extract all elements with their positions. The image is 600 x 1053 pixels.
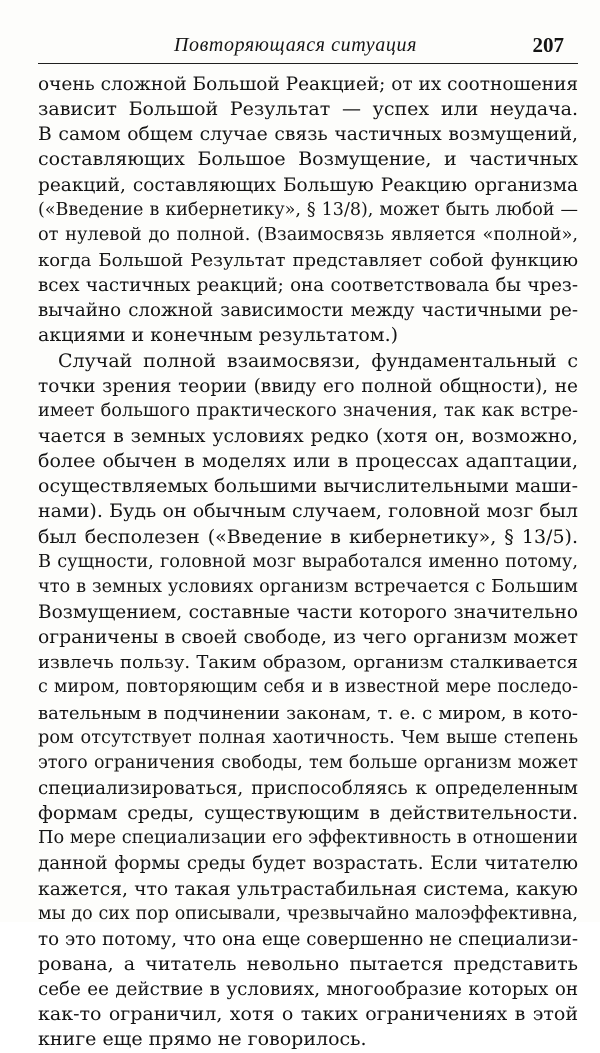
text-line: нами). Будь он обычным случаем, головной мозг был — [38, 500, 578, 523]
text-line: ром отсутствует полная хаотичность. Чем выше степень — [38, 727, 578, 748]
text-line: точки зрения теории (ввиду его полной общности), не — [38, 375, 578, 397]
text-line: рована, а читатель невольно пытается представить — [38, 952, 578, 975]
text-line: Возмущением, составные части которого значительно — [38, 601, 578, 623]
text-line: когда Большой Результат представляет собой функцию — [38, 249, 578, 271]
paragraph-first-line: Случай полной взаимосвязи, фундаментальный с — [58, 349, 578, 372]
text-line: («Введение в кибернетику», § 13/8), может быть любой — — [38, 199, 578, 220]
text-line: ограничены в своей свободе, из чего организм может — [38, 627, 578, 649]
text-line: В самом общем случае связь частичных возмущений, — [38, 124, 578, 146]
text-line: составляющих Большое Возмущение, и частичных — [38, 148, 578, 171]
text-line: вычайно сложной зависимости между частичными ре- — [38, 300, 578, 322]
text-line: реакций, составляющих Большую Реакцию организма — [38, 174, 578, 196]
text-line: мы до сих пор описывали, чрезвычайно малоэффективна, — [38, 903, 578, 924]
text-line: книге еще прямо не говорилось. — [38, 1028, 367, 1051]
text-line: этого ограничения свободы, тем больше организм может — [38, 752, 578, 773]
text-line: В сущности, головной мозг выработался именно потому, — [38, 551, 578, 572]
text-line: зависит Большой Результат — успех или неудача. — [38, 98, 578, 121]
text-line: кажется, что такая ультрастабильная система, какую — [38, 878, 578, 900]
text-line: что в земных условиях организм встречается с Большим — [38, 576, 578, 597]
text-line: вательным в подчинении законам, т. е. с миром, в кото- — [38, 702, 578, 724]
text-line: очень сложной Большой Реакцией; от их соотношения — [38, 74, 578, 95]
text-line: извлечь пользу. Таким образом, организм сталкивается — [38, 652, 578, 674]
text-line: формам среды, существующим в действительности. — [38, 802, 578, 825]
running-head — [38, 34, 578, 64]
text-line: данной формы среды будет возрастать. Если читателю — [38, 853, 578, 875]
text-line: чается в земных условиях редко (хотя он, возможно, — [38, 424, 578, 447]
page-number: 207 — [532, 33, 564, 57]
text-line: с миром, повторяющим себя и в известной мере последо- — [38, 677, 578, 698]
header-rule — [38, 63, 578, 64]
text-line: акциями и конечным результатом.) — [38, 324, 399, 347]
text-line: специализироваться, приспособляясь к определенным — [38, 777, 578, 799]
text-line: от нулевой до полной. (Взаимосвязь является «полной», — [38, 224, 578, 245]
text-line: более обычен в моделях или в процессах адаптации, — [38, 450, 578, 473]
text-line: имеет большого практического значения, так как встре- — [38, 400, 578, 421]
text-line: то это потому, что она еще совершенно не специализи- — [38, 928, 578, 950]
text-line: себе ее действие в условиях, многообразие которых он — [38, 979, 578, 1001]
text-line: как-то ограничил, хотя о таких ограничениях в этой — [38, 1003, 578, 1026]
text-line: По мере специализации его эффективность в отношении — [38, 828, 578, 849]
text-line: осуществляемых большими вычислительными маши- — [38, 475, 578, 498]
body-text — [38, 72, 578, 1052]
text-line: всех частичных реакций; она соответствовала бы чрез- — [38, 275, 578, 297]
text-line: был бесполезен («Введение в кибернетику», § 13/5). — [38, 525, 578, 548]
running-title: Повторяющаяся ситуация — [174, 34, 417, 56]
